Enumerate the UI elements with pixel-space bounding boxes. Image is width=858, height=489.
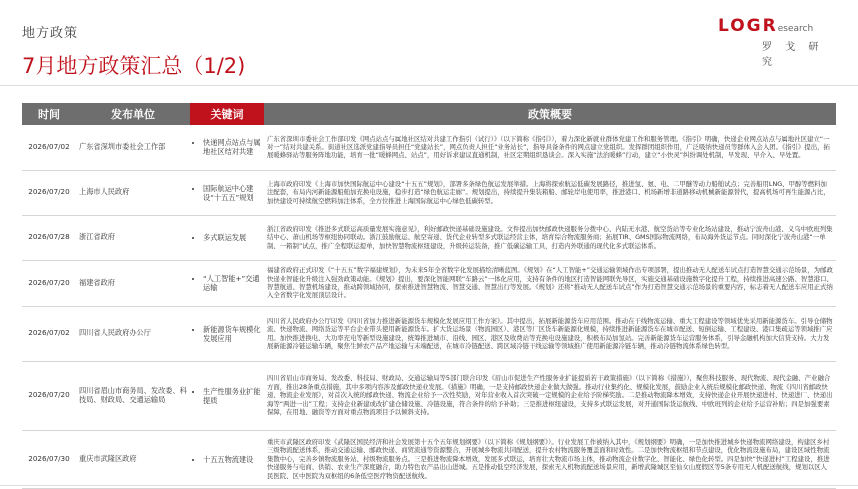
row-date: 2026/07/30 — [22, 430, 76, 488]
row-keyword-item: • 新能源货车规模化发展应用 — [203, 325, 261, 343]
table-row — [22, 361, 836, 430]
row-summary: 四川省眉山市商务局、发改委、科技局、财政局、交通运输局等5部门联合印发《眉山市促进生产性服务业扩能提质若干政策措施》（以下简称《措施》），聚焦科技服务、现代物流、现代金融、产业融合方面，推出28条重点措施，其中多项内容涉及邮政快递业发展。《措施》明确，一是支持邮政快递企业做大做强。推动行业集约化、规模化发展，鼓励企业入统后规模化邮政快递、物流《四川省邮政快递、物流企业发展》，对首次入统的邮政快递、物流企业给予一次性奖励，对年营业收入首次突破一定规模的企业给予阶梯奖励。二是推动物流降本增效，支持快递企业开展快递进村、快递进厂、快递出海等“两进一出”工程；支持企业新建或改扩建仓储设施、冷链设施，符合条件的给予补助；三是推进枢纽建设，支持多式联运发展，对开通国际货运航线、中欧班列的企业给予运营补贴；四是加强要素保障，在用地、融资等方面对重点物流项目予以倾斜支持。 — [264, 361, 836, 430]
table-row — [22, 260, 836, 306]
logo — [718, 16, 836, 68]
table-row — [22, 170, 836, 215]
policy-table — [22, 103, 836, 489]
row-summary: 重庆市武隆区政府印发《武隆区国民经济和社会发展第十五个五年规划纲要》（以下简称《规划纲要》）。行业发展工作被纳入其中，《规划纲要》明确，一是加快推进城乡快递物流网络建设，构建区乡村三级物流配送体系，推动交通运输、邮政快递、商贸流通等资源整合，开展城乡物流共同配送，提升农村物流服务覆盖面和时效性。二是加快物流枢纽和节点建设，优化物流设施布局，建设区域性物流集散中心，完善乡镇物流服务站、村级物流服务点。三是推进物流降本增效，发展多式联运，培育壮大物流市场主体，推动物流企业数字化、智能化、绿色化转型。四是加快“快递进村”工程建设，推进快递服务与电商、供销、农业生产深度融合，助力特色农产品出山进城。五是推动低空经济发展，探索无人机物流配送场景应用，新增武隆城区至仙女山度假区等5条专用无人机配送航线，规划以区人民医院、区中医院为双枢纽的6条低空医疗物资配送航线。 — [264, 430, 836, 488]
table-row — [22, 215, 836, 260]
logo-brand-suffix: esearch — [777, 24, 814, 34]
row-keyword — [190, 430, 264, 488]
row-date: 2026/07/02 — [22, 125, 76, 170]
table-row — [22, 125, 836, 170]
row-unit: 重庆市武隆区政府 — [76, 430, 190, 488]
row-unit: 四川省眉山市商务局、发改委、科技局、财政局、交通运输局 — [76, 361, 190, 430]
row-keyword — [190, 125, 264, 170]
row-keyword-item: • 多式联运发展 — [203, 233, 261, 242]
section-label: 地方政策 — [22, 26, 79, 41]
row-keyword — [190, 306, 264, 361]
row-keyword — [190, 260, 264, 306]
row-date: 2026/07/02 — [22, 306, 76, 361]
row-unit: 浙江省政府 — [76, 215, 190, 260]
row-summary: 上海市政府印发《上海市加快国际航运中心建设“十五五”规划》，部署多条绿色航运发展举措。上海将探索航运低碳发展路径，推进氢、氨、电、二甲醚等动力船舶试点；完善船用LNG、甲醇等燃料加注配套，布局内河新能源船舶加充换电设施，稳步打造“绿色航运走廊”。规划提出，持续提升集装箱船、邮轮岸电使用率，推进港口、机场新增非道路移动机械新能源替代，提高机场可再生能源占比，加快建设可持续航空燃料加注体系，全方位推进上海国际航运中心绿色低碳转型。 — [264, 170, 836, 215]
row-keyword-item: • 快递网点站点与属地社区结对共建 — [203, 138, 261, 156]
row-unit: 福建省政府 — [76, 260, 190, 306]
row-summary: 四川省人民政府办公厅印发《四川省加力推进新能源货车规模化发展应用工作方案》。其中提出，拓展新能源货车应用范围。推动在干线物流运输、重大工程建设等领域优先采用新能源货车。引导仓储物流、快递物流、网络货运等平台企业带头使用新能源货车。扩大货运场景（物流园区）、港区等厂区货车新能源化规模，持续推进新能源货车在城市配送、短倒运输、工程建设、港口集疏运等领域推广应用。加快推进换电、大功率充电等新型设施建设，统筹推进城市、沿线、园区、港区及收费站等充换电设施建设，积极布局加氢站。完善新能源货车运营服务体系，引导金融机构加大信贷支持。大力发展新能源冷链运输车辆，聚焦生鲜农产品产地运输与末端配送，在城市冷链配送、跨区域冷链干线运输等领域推广使用新能源冷链车辆，推动冷链物流体系绿色转型。 — [264, 306, 836, 361]
row-keyword-item: • 生产性服务业扩能提质 — [203, 387, 261, 405]
table-row — [22, 430, 836, 488]
row-summary: 福建省政府正式印发《“十五五”数字福建规划》，为未来5年全省数字化发展描绘清晰蓝图。《规划》在“人工智能+”交通运输领域作出专项部署，提出推动无人配送车试点打造智慧交通示范场景，为邮政快递业智能化升级注入强劲政策动能。《规划》提出，要深化智能网联“车路云”一体化应用，支持有条件的地区打造智能网联先导区，实施交通基础设施数字化提升工程，持续推进高速公路、智慧港口、智慧航道、智慧机场建设，推动跨领域协同，探索推进智慧物流、智慧交通、智慧出行等发展。《规划》还将“推动无人配送车试点”作为打造智慧交通示范场景的重要内容，标志着无人配送车应用正式纳入全省数字化发展顶层设计。 — [264, 260, 836, 306]
table-header-row — [22, 103, 836, 125]
row-date: 2026/07/28 — [22, 215, 76, 260]
row-keyword — [190, 361, 264, 430]
row-date: 2026/07/20 — [22, 170, 76, 215]
row-date: 2026/07/20 — [22, 260, 76, 306]
logo-brand — [718, 16, 813, 36]
row-date: 2026/07/20 — [22, 361, 76, 430]
row-unit: 上海市人民政府 — [76, 170, 190, 215]
column-header-date: 时间 — [22, 103, 76, 125]
row-keyword-item: • 十五五物流建设 — [203, 455, 261, 464]
logo-brand-text: LOGR — [718, 16, 778, 36]
row-keyword-item: • “人工智能+”交通运输 — [203, 274, 261, 292]
table-row — [22, 306, 836, 361]
page-title: 7月地方政策汇总（1/2) — [22, 54, 246, 78]
column-header-keyword: 关键词 — [190, 103, 264, 125]
row-keyword — [190, 170, 264, 215]
title-divider — [0, 85, 858, 86]
row-summary: 广东省深圳市委社会工作部印发《网点站点与属地社区结对共建工作指引（试行）》（以下简称《指引》），着力深化新就业群体党建工作和服务管理。《指引》明确，快递企业网点站点与属地社区建立“一对一”结对共建关系。街道社区选派党建指导员担任“党建站长”，网点负责人担任“业务站长”，指导具备条件的网点建立党组织。发挥群团组织作用，广泛吸纳快递员等群体入会入团。《指引》提出，拓展暖蜂驿站等服务阵地功能，培育一批“暖蜂网点、站点”，用好诉求建议直通机制，社区定期组织恳谈会。深入实施“法治暖蜂”行动，建立“小快灵”纠纷调处机制，早发现、早介入、早处置。 — [264, 125, 836, 170]
footer-divider — [0, 485, 858, 486]
row-keyword-item: • 国际航运中心建设“十五五”规划 — [203, 184, 261, 202]
column-header-unit: 发布单位 — [76, 103, 190, 125]
row-summary: 浙江省政府印发《推进多式联运高质量发展实施意见》，利好邮政快递基础设施建设。文件提出加快邮政快递服务分拨中心、内陆无水港、航空货站等专业化场站建设，推动宁波舟山港、义乌中欧班列集结中心、萧山机场等枢纽协同联动。浙江鼓励航运、航空寄递、货代企业转型多式联运经营主体，培育综合物流服务商；拓展TIR、GMS国际物流网络，布局海外货运节点。同时深化宁波舟山港“一单制、一箱制”试点，推广全程联运提单，加快智慧物流枢纽建设，升级转运装备，推广低碳运输工具，打造内外联通的现代化多式联运体系。 — [264, 215, 836, 260]
row-unit: 广东省深圳市委社会工作部 — [76, 125, 190, 170]
logo-brand-cn: 罗 戈 研 究 — [762, 42, 824, 68]
column-header-summary: 政策概要 — [264, 103, 836, 125]
row-keyword — [190, 215, 264, 260]
row-unit: 四川省人民政府办公厅 — [76, 306, 190, 361]
